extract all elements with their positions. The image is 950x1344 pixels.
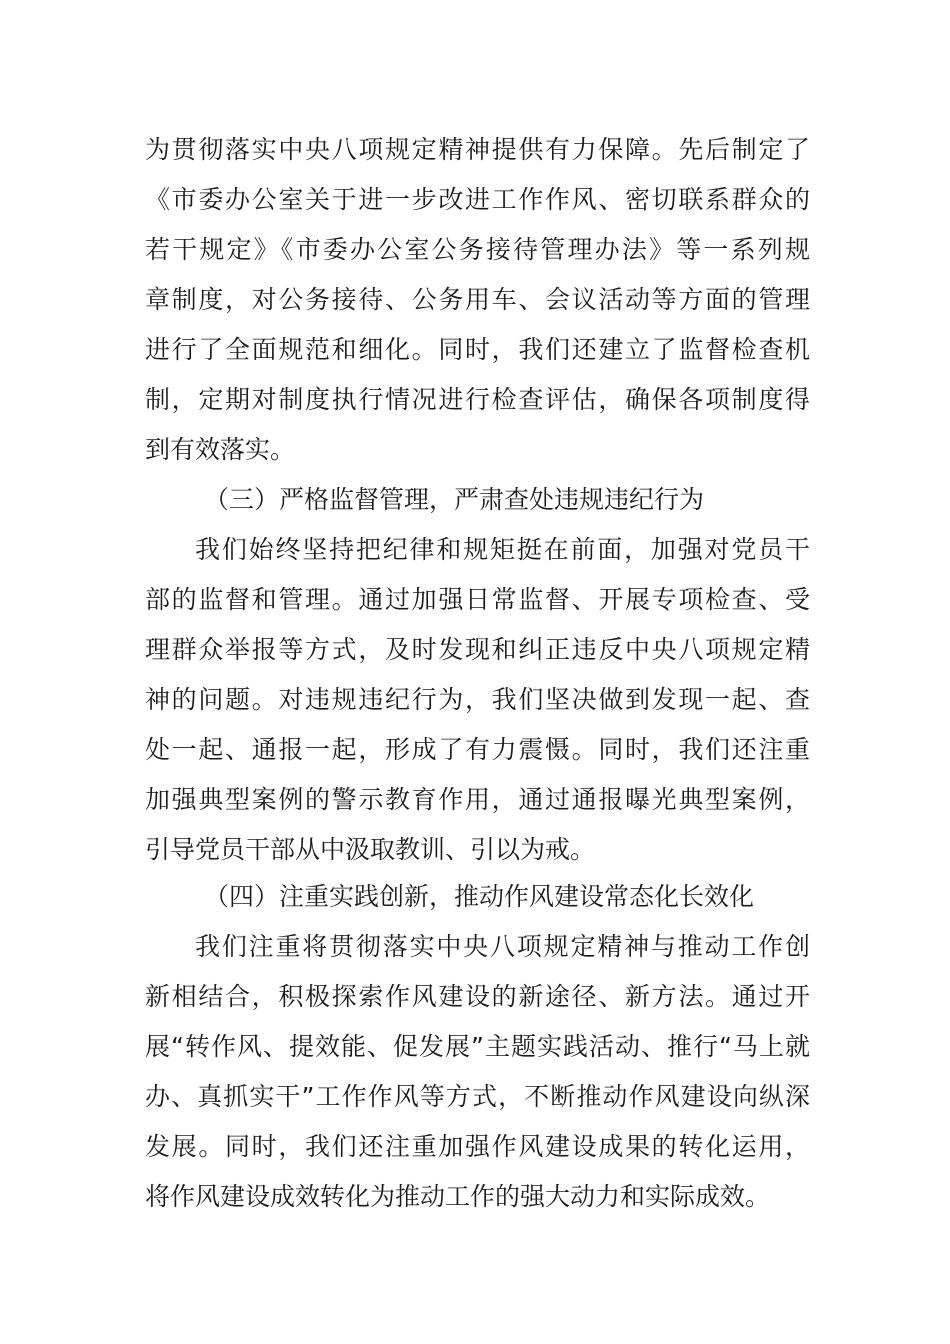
paragraph-line: 理群众举报等方式，及时发现和纠正违反中央八项规定精 (145, 635, 810, 664)
paragraph-line: 加强典型案例的警示教育作用，通过通报曝光典型案例， (145, 785, 810, 814)
paragraph-line: 《市委办公室关于进一步改进工作作风、密切联系群众的 (145, 185, 810, 214)
paragraph-line: 章制度，对公务接待、公务用车、会议活动等方面的管理 (145, 285, 810, 314)
paragraph-line: 制，定期对制度执行情况进行检查评估，确保各项制度得 (145, 385, 810, 414)
paragraph-line: 为贯彻落实中央八项规定精神提供有力保障。先后制定了 (145, 135, 810, 164)
paragraph-line: 处一起、通报一起，形成了有力震慑。同时，我们还注重 (145, 735, 810, 764)
paragraph-line: 部的监督和管理。通过加强日常监督、开展专项检查、受 (145, 585, 810, 614)
paragraph-line: 神的问题。对违规违纪行为，我们坚决做到发现一起、查 (145, 685, 810, 714)
paragraph-line: 办、真抓实干”工作作风等方式，不断推动作风建设向纵深 (145, 1082, 810, 1111)
paragraph-line: 展“转作风、提效能、促发展”主题实践活动、推行“马上就 (145, 1032, 810, 1061)
paragraph-line: 将作风建设成效转化为推动工作的强大动力和实际成效。 (145, 1182, 771, 1211)
paragraph-line: 我们注重将贯彻落实中央八项规定精神与推动工作创 (195, 932, 810, 961)
section-heading-3: （三）严格监督管理，严肃查处违规违纪行为 (204, 485, 705, 514)
paragraph-line: 我们始终坚持把纪律和规矩挺在前面，加强对党员干 (195, 535, 810, 564)
paragraph-line: 新相结合，积极探索作风建设的新途径、新方法。通过开 (145, 982, 810, 1011)
paragraph-line: 发展。同时，我们还注重加强作风建设成果的转化运用， (145, 1132, 810, 1161)
paragraph-line: 引导党员干部从中汲取教训、引以为戒。 (145, 835, 596, 864)
section-heading-4: （四）注重实践创新，推动作风建设常态化长效化 (204, 882, 755, 911)
paragraph-line: 若干规定》《市委办公室公务接待管理办法》等一系列规 (145, 235, 810, 264)
paragraph-line: 进行了全面规范和细化。同时，我们还建立了监督检查机 (145, 335, 810, 364)
paragraph-line: 到有效落实。 (145, 435, 296, 464)
